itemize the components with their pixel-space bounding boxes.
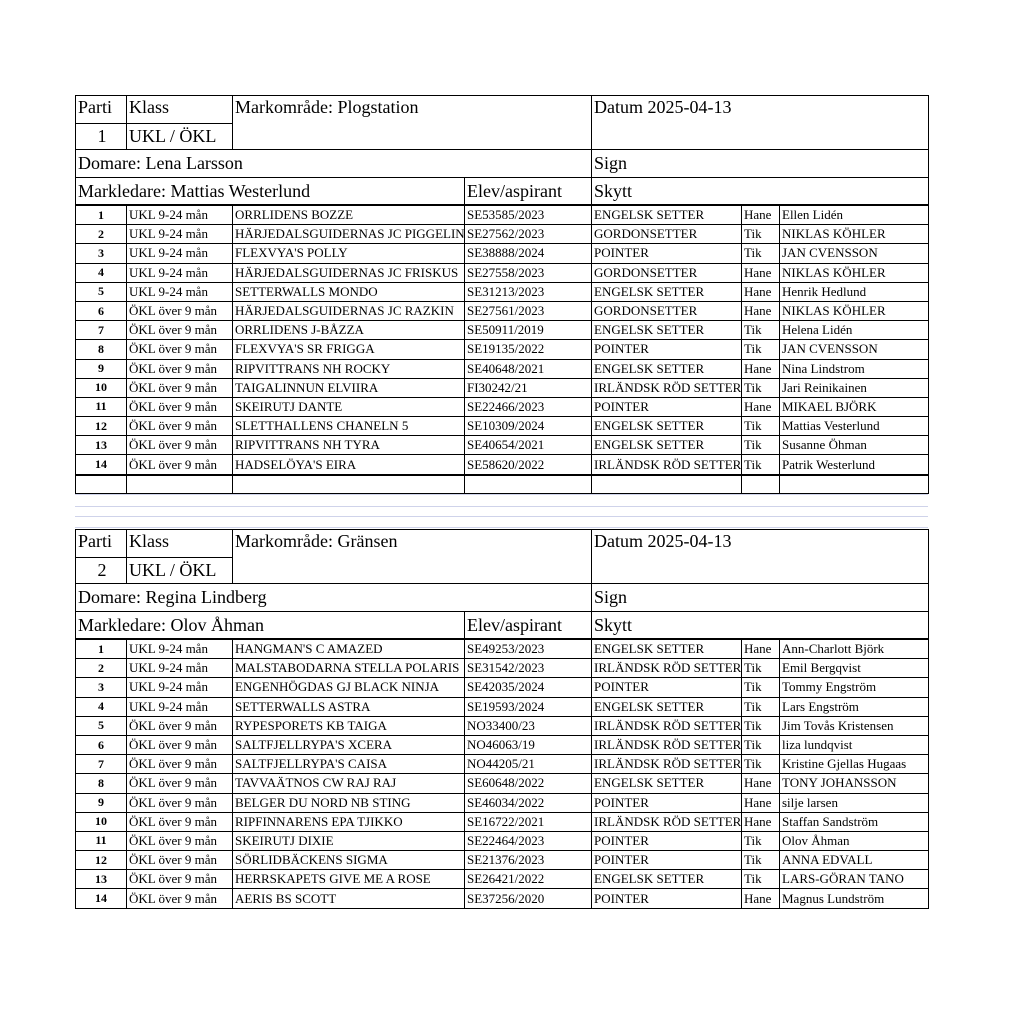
spacer-gridlines [75,494,928,528]
entry-dog-name: SALTFJELLRYPA'S CAISA [233,755,465,774]
entry-dog-name: HADSELÖYA'S EIRA [233,455,465,474]
entry-klass: UKL 9-24 mån [127,206,233,225]
parti-1-entries-table [75,205,929,475]
entry-klass: ÖKL över 9 mån [127,755,233,774]
entry-dog-name: SETTERWALLS ASTRA [233,697,465,716]
entry-handler: JAN CVENSSON [780,244,929,263]
sign-label: Sign [592,584,929,612]
entry-reg-number: SE37256/2020 [465,889,592,908]
entry-number: 14 [76,455,127,474]
entry-reg-number: SE50911/2019 [465,321,592,340]
datum: Datum 2025-04-13 [592,96,929,150]
parti-2-entries-table [75,639,929,909]
entry-handler: liza lundqvist [780,735,929,754]
entry-dog-name: FLEXVYA'S SR FRIGGA [233,340,465,359]
domare: Domare: Lena Larsson [76,150,592,178]
entry-handler: Henrik Hedlund [780,282,929,301]
table-row [76,225,929,244]
klass-label: Klass [127,530,233,558]
entry-breed: IRLÄNDSK RÖD SETTER [592,716,742,735]
entry-reg-number: SE53585/2023 [465,206,592,225]
entry-handler: Helena Lidén [780,321,929,340]
entry-klass: ÖKL över 9 mån [127,340,233,359]
entry-reg-number: SE19593/2024 [465,697,592,716]
table-row [76,659,929,678]
entry-handler: MIKAEL BJÖRK [780,397,929,416]
entry-breed: POINTER [592,793,742,812]
table-row [76,735,929,754]
table-row [76,301,929,320]
entry-breed: IRLÄNDSK RÖD SETTER [592,812,742,831]
datum: Datum 2025-04-13 [592,530,929,584]
entry-handler: Staffan Sandström [780,812,929,831]
entry-sex: Tik [742,436,780,455]
entry-reg-number: SE21376/2023 [465,851,592,870]
entry-reg-number: SE46034/2022 [465,793,592,812]
entry-number: 9 [76,793,127,812]
table-row [76,793,929,812]
entry-number: 2 [76,225,127,244]
entry-sex: Tik [742,678,780,697]
klass-label: Klass [127,96,233,124]
entry-sex: Hane [742,301,780,320]
entry-number: 6 [76,735,127,754]
table-row [76,774,929,793]
entry-klass: ÖKL över 9 mån [127,716,233,735]
entry-sex: Tik [742,340,780,359]
entry-klass: ÖKL över 9 mån [127,793,233,812]
entry-number: 7 [76,755,127,774]
entry-klass: ÖKL över 9 mån [127,436,233,455]
entry-dog-name: RIPFINNARENS EPA TJIKKO [233,812,465,831]
entry-breed: POINTER [592,831,742,850]
entry-reg-number: SE42035/2024 [465,678,592,697]
entry-klass: UKL 9-24 mån [127,225,233,244]
entry-sex: Tik [742,321,780,340]
entry-sex: Hane [742,889,780,908]
entry-reg-number: SE27561/2023 [465,301,592,320]
entry-reg-number: SE26421/2022 [465,870,592,889]
entry-sex: Tik [742,455,780,474]
entry-reg-number: SE27558/2023 [465,263,592,282]
entry-sex: Hane [742,282,780,301]
domare: Domare: Regina Lindberg [76,584,592,612]
entry-sex: Tik [742,417,780,436]
entry-sex: Hane [742,206,780,225]
table-row [76,640,929,659]
entry-sex: Hane [742,359,780,378]
entry-dog-name: HÄRJEDALSGUIDERNAS JC PIGGELIN [233,225,465,244]
table-row [76,870,929,889]
entry-number: 11 [76,831,127,850]
entry-handler: JAN CVENSSON [780,340,929,359]
table-row [76,755,929,774]
entry-number: 2 [76,659,127,678]
entry-breed: ENGELSK SETTER [592,436,742,455]
entry-dog-name: RYPESPORETS KB TAIGA [233,716,465,735]
entry-sex: Hane [742,812,780,831]
entry-breed: IRLÄNDSK RÖD SETTER [592,455,742,474]
table-row [76,378,929,397]
entry-reg-number: SE19135/2022 [465,340,592,359]
entry-number: 8 [76,340,127,359]
entry-sex: Tik [742,870,780,889]
entry-sex: Tik [742,697,780,716]
entry-breed: GORDONSETTER [592,301,742,320]
entry-handler: Jari Reinikainen [780,378,929,397]
entry-dog-name: MALSTABODARNA STELLA POLARIS [233,659,465,678]
entry-reg-number: SE31213/2023 [465,282,592,301]
entry-sex: Tik [742,716,780,735]
parti-1-empty-row [75,475,929,494]
entry-number: 8 [76,774,127,793]
entry-dog-name: SÖRLIDBÄCKENS SIGMA [233,851,465,870]
entry-breed: ENGELSK SETTER [592,640,742,659]
entry-number: 5 [76,282,127,301]
entry-handler: Kristine Gjellas Hugaas [780,755,929,774]
entry-breed: ENGELSK SETTER [592,417,742,436]
entry-reg-number: FI30242/21 [465,378,592,397]
entry-klass: UKL 9-24 mån [127,697,233,716]
entry-dog-name: TAVVAÄTNOS CW RAJ RAJ [233,774,465,793]
entry-klass: ÖKL över 9 mån [127,417,233,436]
table-row [76,282,929,301]
entry-breed: IRLÄNDSK RÖD SETTER [592,659,742,678]
entry-handler: ANNA EDVALL [780,851,929,870]
table-row [76,831,929,850]
entry-breed: POINTER [592,244,742,263]
table-row [76,206,929,225]
entry-dog-name: HÄRJEDALSGUIDERNAS JC FRISKUS [233,263,465,282]
entry-handler: Lars Engström [780,697,929,716]
entry-dog-name: HANGMAN'S C AMAZED [233,640,465,659]
entry-sex: Tik [742,735,780,754]
entry-klass: ÖKL över 9 mån [127,321,233,340]
entry-dog-name: RIPVITTRANS NH ROCKY [233,359,465,378]
entry-handler: Magnus Lundström [780,889,929,908]
elev-label: Elev/aspirant [465,612,592,639]
entry-number: 9 [76,359,127,378]
entry-reg-number: SE49253/2023 [465,640,592,659]
entry-reg-number: SE10309/2024 [465,417,592,436]
entry-klass: ÖKL över 9 mån [127,735,233,754]
entry-sex: Tik [742,851,780,870]
table-row [76,263,929,282]
entry-handler: Olov Åhman [780,831,929,850]
skytt-label: Skytt [592,612,929,639]
entry-klass: UKL 9-24 mån [127,244,233,263]
entry-dog-name: SKEIRUTJ DIXIE [233,831,465,850]
table-row [76,889,929,908]
entry-reg-number: SE31542/2023 [465,659,592,678]
entry-breed: POINTER [592,851,742,870]
table-row [76,397,929,416]
entry-dog-name: BELGER DU NORD NB STING [233,793,465,812]
entry-reg-number: SE22464/2023 [465,831,592,850]
entry-number: 6 [76,301,127,320]
entry-number: 7 [76,321,127,340]
entry-handler: NIKLAS KÖHLER [780,225,929,244]
entry-number: 13 [76,436,127,455]
entry-dog-name: FLEXVYA'S POLLY [233,244,465,263]
entry-breed: ENGELSK SETTER [592,282,742,301]
entry-handler: LARS-GÖRAN TANO [780,870,929,889]
parti-2-block [75,529,928,909]
entry-breed: ENGELSK SETTER [592,870,742,889]
parti-label: Parti [76,530,127,558]
table-row [76,340,929,359]
entry-reg-number: NO44205/21 [465,755,592,774]
entry-klass: ÖKL över 9 mån [127,774,233,793]
entry-breed: ENGELSK SETTER [592,774,742,793]
entry-breed: GORDONSETTER [592,225,742,244]
table-row [76,455,929,474]
entry-handler: NIKLAS KÖHLER [780,263,929,282]
entry-klass: ÖKL över 9 mån [127,301,233,320]
entry-sex: Hane [742,397,780,416]
entry-breed: POINTER [592,397,742,416]
parti-2-entries [76,640,929,909]
entry-klass: UKL 9-24 mån [127,640,233,659]
entry-klass: ÖKL över 9 mån [127,378,233,397]
entry-breed: ENGELSK SETTER [592,697,742,716]
entry-number: 12 [76,417,127,436]
entry-number: 10 [76,812,127,831]
parti-2-header-table [75,529,929,639]
entry-breed: POINTER [592,678,742,697]
table-row [76,417,929,436]
entry-sex: Tik [742,378,780,397]
entry-handler: Emil Bergqvist [780,659,929,678]
parti-number: 2 [76,558,127,584]
table-row [76,812,929,831]
entry-dog-name: ORRLIDENS BOZZE [233,206,465,225]
entry-dog-name: ORRLIDENS J-BÅZZA [233,321,465,340]
entry-sex: Tik [742,659,780,678]
entry-dog-name: SKEIRUTJ DANTE [233,397,465,416]
entry-handler: silje larsen [780,793,929,812]
entry-reg-number: NO33400/23 [465,716,592,735]
markledare: Markledare: Olov Åhman [76,612,465,639]
markomrade: Markområde: Plogstation [233,96,592,150]
entry-number: 14 [76,889,127,908]
skytt-label: Skytt [592,178,929,205]
entry-handler: Nina Lindstrom [780,359,929,378]
entry-dog-name: AERIS BS SCOTT [233,889,465,908]
entry-dog-name: SALTFJELLRYPA'S XCERA [233,735,465,754]
entry-dog-name: TAIGALINNUN ELVIIRA [233,378,465,397]
entry-klass: UKL 9-24 mån [127,282,233,301]
entry-number: 10 [76,378,127,397]
entry-number: 11 [76,397,127,416]
sign-label: Sign [592,150,929,178]
entry-reg-number: SE27562/2023 [465,225,592,244]
entry-number: 12 [76,851,127,870]
entry-dog-name: HERRSKAPETS GIVE ME A ROSE [233,870,465,889]
entry-klass: UKL 9-24 mån [127,678,233,697]
entry-breed: POINTER [592,889,742,908]
parti-1-block [75,95,928,494]
entry-reg-number: SE58620/2022 [465,455,592,474]
entry-breed: POINTER [592,340,742,359]
entry-dog-name: RIPVITTRANS NH TYRA [233,436,465,455]
entry-reg-number: NO46063/19 [465,735,592,754]
markomrade: Markområde: Gränsen [233,530,592,584]
entry-breed: ENGELSK SETTER [592,321,742,340]
parti-number: 1 [76,124,127,150]
entry-sex: Hane [742,793,780,812]
entry-klass: ÖKL över 9 mån [127,812,233,831]
entry-klass: ÖKL över 9 mån [127,455,233,474]
entry-breed: GORDONSETTER [592,263,742,282]
parti-label: Parti [76,96,127,124]
markledare: Markledare: Mattias Westerlund [76,178,465,205]
entry-handler: Jim Tovås Kristensen [780,716,929,735]
entry-breed: ENGELSK SETTER [592,206,742,225]
entry-number: 13 [76,870,127,889]
table-row [76,359,929,378]
entry-breed: IRLÄNDSK RÖD SETTER [592,735,742,754]
parti-1-header-table [75,95,929,205]
entry-number: 1 [76,640,127,659]
table-row [76,678,929,697]
entry-sex: Tik [742,755,780,774]
entry-sex: Hane [742,263,780,282]
entry-reg-number: SE60648/2022 [465,774,592,793]
entry-klass: ÖKL över 9 mån [127,851,233,870]
entry-reg-number: SE40654/2021 [465,436,592,455]
parti-1-entries [76,206,929,475]
entry-breed: IRLÄNDSK RÖD SETTER [592,378,742,397]
klass-value: UKL / ÖKL [127,124,233,150]
entry-sex: Hane [742,640,780,659]
entry-reg-number: SE40648/2021 [465,359,592,378]
entry-reg-number: SE16722/2021 [465,812,592,831]
entry-dog-name: HÄRJEDALSGUIDERNAS JC RAZKIN [233,301,465,320]
entry-number: 5 [76,716,127,735]
entry-klass: ÖKL över 9 mån [127,889,233,908]
entry-number: 4 [76,697,127,716]
entry-handler: Patrik Westerlund [780,455,929,474]
entry-number: 3 [76,244,127,263]
entry-handler: Ann-Charlott Björk [780,640,929,659]
elev-label: Elev/aspirant [465,178,592,205]
entry-klass: ÖKL över 9 mån [127,870,233,889]
entry-breed: ENGELSK SETTER [592,359,742,378]
entry-klass: UKL 9-24 mån [127,263,233,282]
entry-reg-number: SE38888/2024 [465,244,592,263]
table-row [76,851,929,870]
entry-number: 1 [76,206,127,225]
entry-sex: Tik [742,225,780,244]
table-row [76,244,929,263]
entry-sex: Tik [742,244,780,263]
entry-dog-name: ENGENHÖGDAS GJ BLACK NINJA [233,678,465,697]
entry-klass: ÖKL över 9 mån [127,397,233,416]
entry-handler: NIKLAS KÖHLER [780,301,929,320]
entry-number: 4 [76,263,127,282]
entry-klass: UKL 9-24 mån [127,659,233,678]
entry-dog-name: SETTERWALLS MONDO [233,282,465,301]
table-row [76,321,929,340]
entry-handler: Susanne Öhman [780,436,929,455]
entry-dog-name: SLETTHALLENS CHANELN 5 [233,417,465,436]
table-row [76,436,929,455]
entry-sex: Tik [742,831,780,850]
entry-breed: IRLÄNDSK RÖD SETTER [592,755,742,774]
table-row [76,697,929,716]
entry-reg-number: SE22466/2023 [465,397,592,416]
klass-value: UKL / ÖKL [127,558,233,584]
entry-sex: Hane [742,774,780,793]
entry-handler: TONY JOHANSSON [780,774,929,793]
entry-handler: Ellen Lidén [780,206,929,225]
entry-number: 3 [76,678,127,697]
entry-klass: ÖKL över 9 mån [127,359,233,378]
entry-handler: Tommy Engström [780,678,929,697]
table-row [76,716,929,735]
entry-handler: Mattias Vesterlund [780,417,929,436]
entry-klass: ÖKL över 9 mån [127,831,233,850]
